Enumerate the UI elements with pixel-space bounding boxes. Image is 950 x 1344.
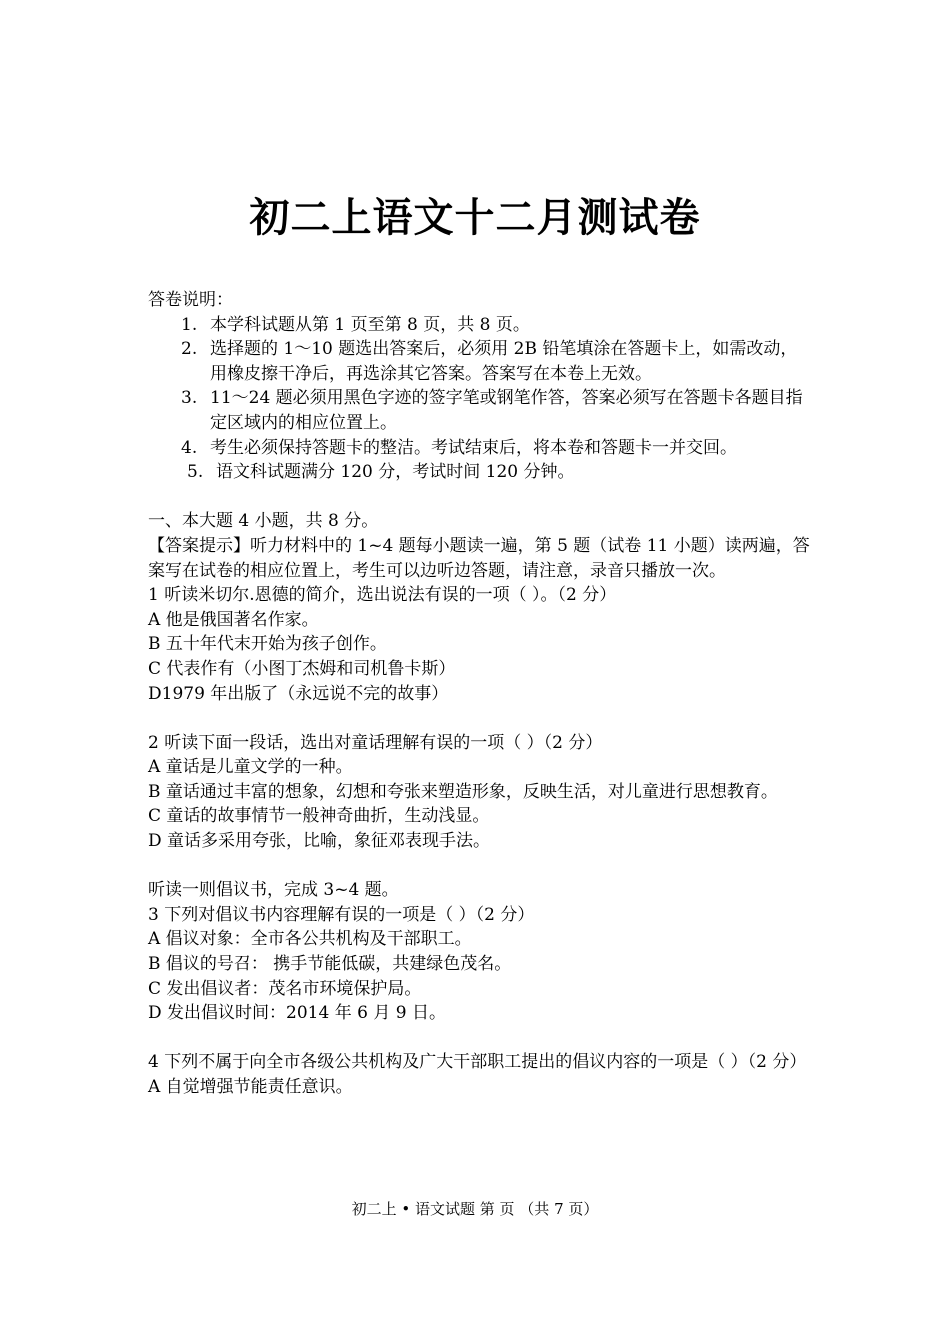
question-3-option-d: D 发出倡议时间：2014 年 6 月 9 日。 [148, 1003, 446, 1024]
instruction-item: 1. 本学科试题从第 1 页至第 8 页，共 8 页。 [181, 314, 530, 335]
question-1-option-d: D1979 年出版了（永远说不完的故事） [148, 683, 449, 704]
page-title: 初二上语文十二月测试卷 [249, 194, 701, 241]
question-4-stem: 4 下列不属于向全市各级公共机构及广大干部职工提出的倡议内容的一项是（ ）（2 分） [148, 1052, 807, 1073]
question-2-stem: 2 听读下面一段话，选出对童话理解有误的一项（ ）（2 分） [148, 732, 603, 753]
question-2-option-c: C 童话的故事情节一般神奇曲折，生动浅显。 [148, 806, 490, 827]
page-footer: 初二上 • 语文试题 第 页 （共 7 页） [351, 1200, 599, 1218]
question-3-option-a: A 倡议对象：全市各公共机构及干部职工。 [148, 929, 472, 950]
question-2-option-a: A 童话是儿童文学的一种。 [148, 757, 353, 778]
question-1-option-c: C 代表作有（小图丁杰姆和司机鲁卡斯） [148, 658, 456, 679]
question-2-option-d: D 童话多采用夸张，比喻，象征邓表现手法。 [148, 831, 491, 852]
question-1-stem: 1 听读米切尔.恩德的简介，选出说法有误的一项（ ）。（2 分） [148, 585, 617, 606]
instruction-item: 3. 11～24 题必须用黑色字迹的签字笔或钢笔作答，答案必须写在答题卡各题目指定区域内的相应位置上。 [181, 388, 803, 433]
question-3-option-b: B 倡议的号召： 携手节能低碳，共建绿色茂名。 [148, 954, 512, 975]
question-3-stem: 3 下列对倡议书内容理解有误的一项是（ ）（2 分） [148, 904, 535, 925]
question-4-option-a: A 自觉增强节能责任意识。 [148, 1077, 353, 1097]
instruction-item: 4. 考生必须保持答题卡的整洁。考试结束后，将本卷和答题卡一并交回。 [181, 437, 737, 458]
instructions-heading: 答卷说明： [148, 290, 233, 310]
instructions-list [148, 313, 810, 485]
answer-hint: 【答案提示】听力材料中的 1~4 题每小题读一遍，第 5 题（试卷 11 小题）读两遍，答案写在试卷的相应位置上，考生可以边听边答题，请注意，录音只播放一次。 [148, 535, 810, 581]
instruction-item: 5. 语文科试题满分 120 分，考试时间 120 分钟。 [187, 462, 575, 483]
question-group-intro: 听读一则倡议书，完成 3~4 题。 [148, 880, 399, 901]
question-3-option-c: C 发出倡议者：茂名市环境保护局。 [148, 978, 422, 999]
question-2-option-b: B 童话通过丰富的想象，幻想和夸张来塑造形象，反映生活，对儿童进行思想教育。 [148, 781, 778, 802]
question-1-option-a: A 他是俄国著名作家。 [148, 609, 319, 630]
section-heading: 一、本大题 4 小题，共 8 分。 [148, 511, 379, 532]
question-1-option-b: B 五十年代末开始为孩子创作。 [148, 634, 387, 655]
exam-body [148, 288, 810, 1100]
instruction-item: 2. 选择题的 1～10 题选出答案后，必须用 2B 铅笔填涂在答题卡上，如需改动，用橡皮擦干净后，再选涂其它答案。答案写在本卷上无效。 [181, 339, 798, 384]
